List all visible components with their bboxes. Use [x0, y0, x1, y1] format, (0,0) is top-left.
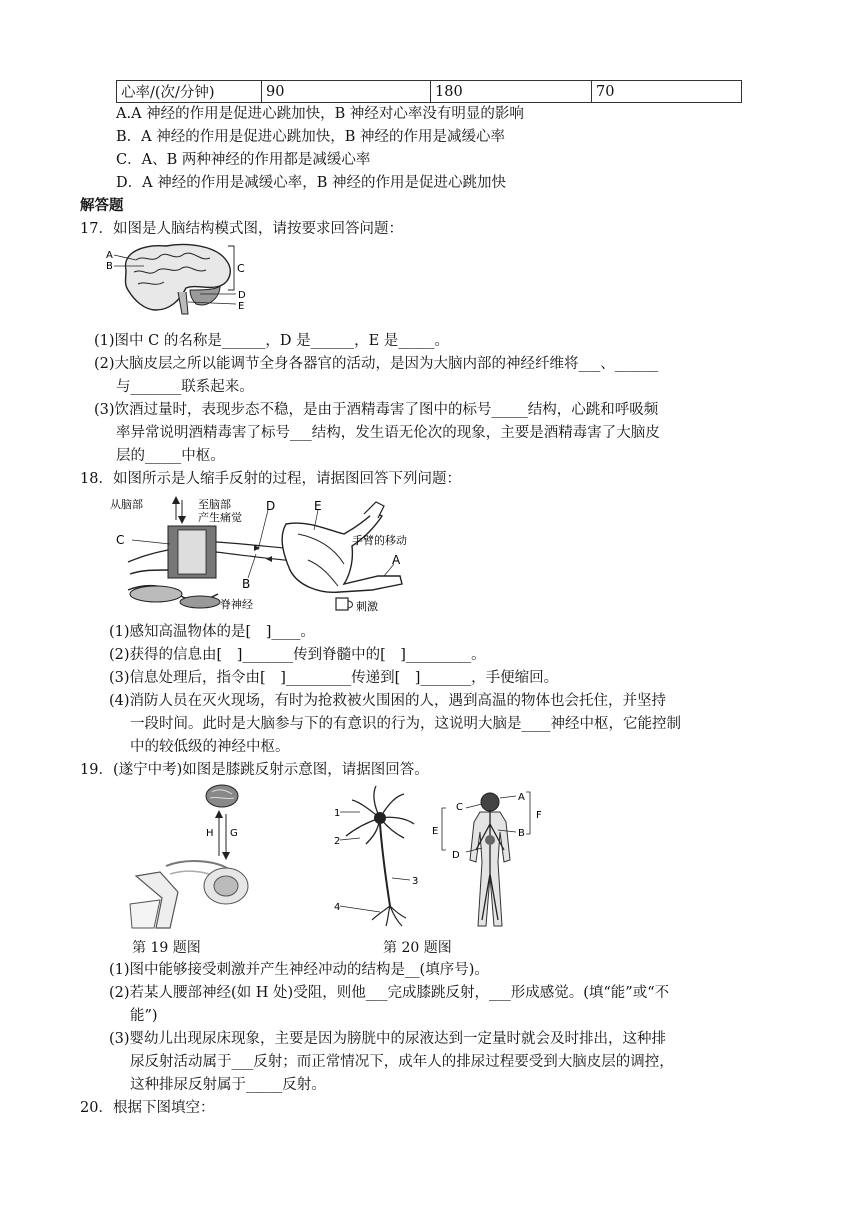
q18-line-2: (2)获得的信息由[ ]_______传到脊髓中的[ ]_________。 [109, 647, 486, 663]
label-pain: 产生痛觉 [198, 511, 242, 524]
q17-line-2: (2)大脑皮层之所以能调节全身各器官的活动，是因为大脑内部的神经纤维将___、______ [94, 356, 659, 372]
fig20-label-f: F [536, 810, 542, 821]
q19-line-5: 尿反射活动属于___反射；而正常情况下，成年人的排尿过程要受到大脑皮层的调控， [130, 1054, 674, 1070]
fig20-label-e: E [432, 826, 439, 837]
q19-line-3: 能”) [130, 1008, 158, 1024]
q17-line-5: 率异常说明酒精毒害了标号___结构，发生语无伦次的现象，主要是酒精毒害了大脑皮 [116, 425, 660, 441]
q18-stem: 18．如图所示是人缩手反射的过程，请据图回答下列问题： [80, 471, 461, 487]
q18-line-1: (1)感知高温物体的是[ ]____。 [109, 624, 315, 640]
fig19-label-g: G [230, 828, 238, 839]
q16-option-b: B．A 神经的作用是促进心跳加快，B 神经的作用是减缓心率 [116, 129, 505, 145]
fig20-label-2: 2 [334, 836, 341, 847]
neuron-and-nervous-system-diagram [330, 780, 560, 930]
q17-line-1: (1)图中 C 的名称是______，D 是______，E 是_____。 [94, 333, 450, 349]
fig20-caption: 第 20 题图 [383, 940, 452, 956]
q16-option-a: A.A 神经的作用是促进心跳加快，B 神经对心率没有明显的影响 [116, 106, 524, 122]
fig20-label-c: C [456, 802, 463, 813]
label-to-brain: 至脑部 [198, 498, 231, 511]
brain-label-c: C [237, 262, 245, 275]
fig19-caption: 第 19 题图 [132, 940, 201, 956]
q18-line-3: (3)信息处理后，指令由[ ]_________传递到[ ]_______，手便缩回。 [109, 670, 559, 686]
fig20-label-1: 1 [334, 808, 341, 819]
q18-line-4: (4)消防人员在灭火现场，有时为抢救被火围困的人，遇到高温的物体也会托住，并坚持 [109, 693, 667, 709]
q16-option-d: D．A 神经的作用是减缓心率，B 神经的作用是促进心跳加快 [116, 175, 506, 191]
label-spinal-nerve: 脊神经 [220, 598, 253, 611]
knee-jerk-diagram [126, 780, 266, 930]
label-arm: 手臂的移动 [352, 534, 407, 547]
q19-line-2: (2)若某人腰部神经(如 H 处)受阻，则他___完成膝跳反射，___形成感觉。(填“能”或“不 [109, 985, 670, 1001]
brain-diagram [104, 240, 260, 320]
q16-option-c: C．A、B 两种神经的作用都是减缓心率 [116, 152, 371, 168]
q20-stem: 20．根据下图填空： [80, 1100, 215, 1116]
fig20-label-a: A [518, 792, 525, 803]
label-c: C [116, 533, 125, 547]
table-cell: 90 [262, 81, 431, 103]
fig20-label-d: D [452, 850, 460, 861]
fig20-label-b: B [518, 828, 525, 839]
table-cell: 70 [592, 81, 742, 103]
table-cell: 180 [431, 81, 592, 103]
table-cell: 心率/(次/分钟) [117, 81, 262, 103]
q17-line-4: (3)饮酒过量时，表现步态不稳，是由于酒精毒害了图中的标号_____结构，心跳和呼吸频 [94, 402, 659, 418]
q17-line-3: 与_______联系起来。 [116, 379, 254, 395]
heart-rate-table [116, 80, 742, 103]
q19-line-6: 这种排尿反射属于_____反射。 [130, 1077, 326, 1093]
fig20-label-3: 3 [412, 876, 419, 887]
brain-label-d: D [238, 290, 246, 301]
withdrawal-reflex-diagram [108, 490, 420, 612]
q18-line-5: 一段时间。此时是大脑参与下的有意识的行为，这说明大脑是____神经中枢，它能控制 [130, 716, 681, 732]
brain-label-a: A [106, 250, 113, 261]
label-from-brain: 从脑部 [110, 498, 143, 511]
q17-line-6: 层的_____中枢。 [116, 448, 225, 464]
table-row [117, 81, 742, 103]
fig20-label-4: 4 [334, 902, 341, 913]
q18-line-6: 中的较低级的神经中枢。 [130, 739, 290, 755]
q17-stem: 17．如图是人脑结构模式图，请按要求回答问题： [80, 221, 403, 237]
q19-line-4: (3)婴幼儿出现尿床现象，主要是因为膀胱中的尿液达到一定量时就会及时排出，这种排 [109, 1031, 667, 1047]
brain-label-e: E [238, 301, 245, 312]
q19-line-1: (1)图中能够接受刺激并产生神经冲动的结构是__(填序号)。 [109, 962, 489, 978]
label-b: B [242, 577, 251, 591]
label-a: A [392, 553, 401, 567]
label-stimulus: 刺激 [356, 600, 378, 612]
label-d: D [266, 499, 276, 513]
section-title: 解答题 [80, 198, 124, 214]
fig19-label-h: H [206, 828, 214, 839]
label-e: E [314, 499, 322, 513]
brain-label-b: B [106, 261, 113, 272]
q19-stem: 19．(遂宁中考)如图是膝跳反射示意图，请据图回答。 [80, 762, 429, 778]
